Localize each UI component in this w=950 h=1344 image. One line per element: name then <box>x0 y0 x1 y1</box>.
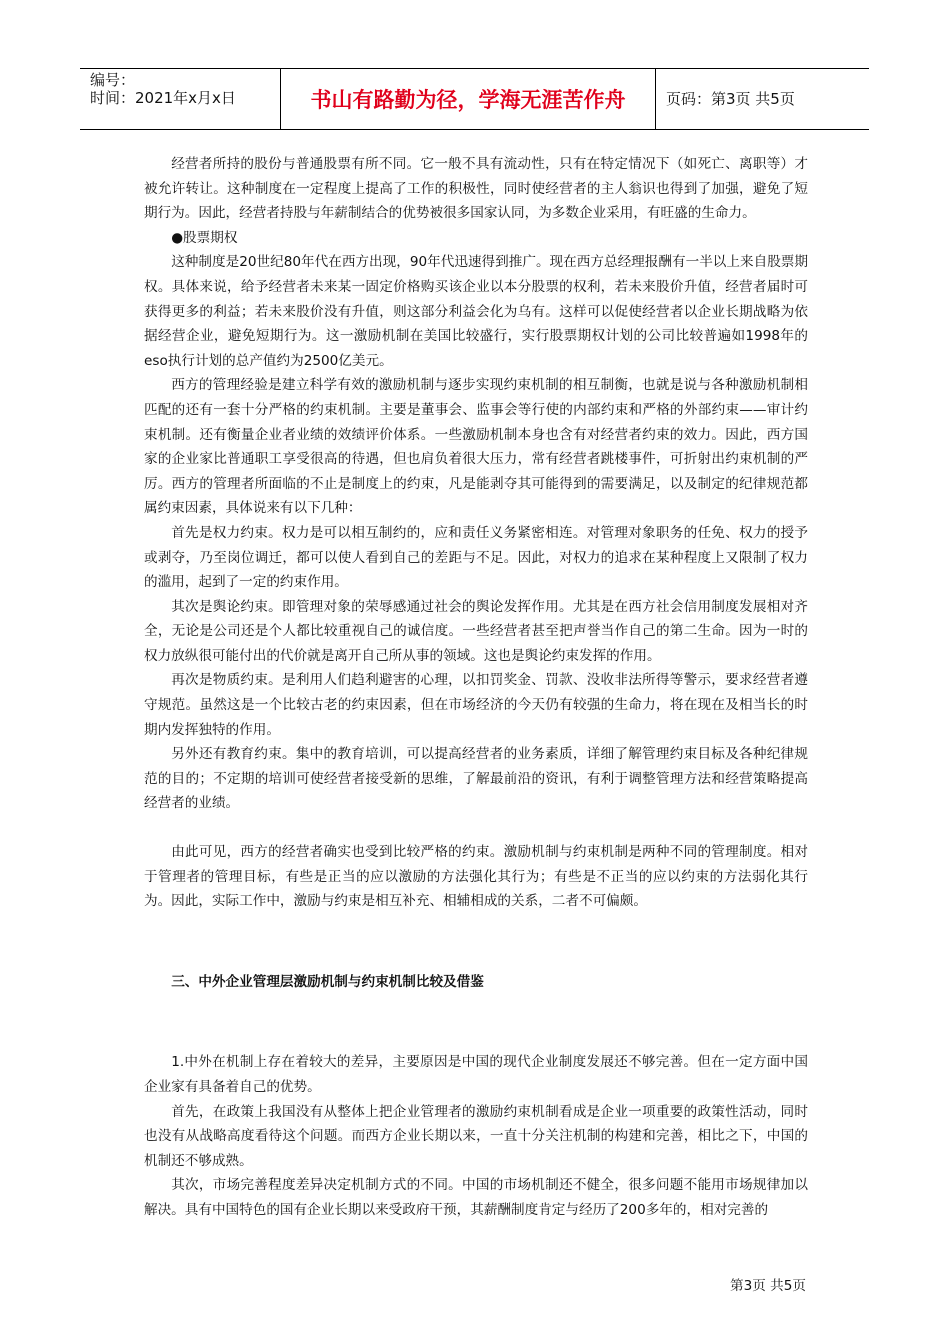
bullet-heading-stock-options: ●股票期权 <box>171 229 238 246</box>
paragraph: 这种制度是20世纪80年代在西方出现，90年代迅速得到推广。现在西方总经理报酬有一半以上来自股票期权。具体来说，给予经营者未来某一固定价格购买该企业以本分股票的权利，若未来股价升值，经营者届时可获得更多的利益；若未来股价没有升值，则这部分利益会化为乌有。这样可以促使经营者以企业长期战略为依据经营企业，避免短期行为。这一激励机制在美国比较盛行，实行股票期权计划的公司比较普遍如1998年的eso执行计划的总产值约为2500亿美元。 <box>144 254 808 369</box>
paragraph: 首先是权力约束。权力是可以相互制约的，应和责任义务紧密相连。对管理对象职务的任免、权力的授予或剥夺，乃至岗位调迁，都可以使人看到自己的差距与不足。因此，对权力的追求在某种程度上又限制了权力的滥用，起到了一定的约束作用。 <box>144 524 808 591</box>
header-motto-cell <box>280 69 656 129</box>
paragraph: 1.中外在机制上存在着较大的差异，主要原因是中国的现代企业制度发展还不够完善。但在一定方面中国企业家有具备着自己的优势。 <box>144 1054 808 1095</box>
paragraph: 由此可见，西方的经营者确实也受到比较严格的约束。激励机制与约束机制是两种不同的管理制度。相对于管理者的管理目标，有些是正当的应以激励的方法强化其行为；有些是不正当的应以约束的方法弱化其行为。因此，实际工作中，激励与约束是相互补充、相辅相成的关系，二者不可偏颇。 <box>144 844 808 910</box>
header-page-cell <box>655 69 869 129</box>
page-footer: 第3页 共5页 <box>730 1278 806 1294</box>
header-info-cell <box>80 69 280 129</box>
section-heading: 三、中外企业管理层激励机制与约束机制比较及借鉴 <box>171 973 484 990</box>
paragraph: 另外还有教育约束。集中的教育培训，可以提高经营者的业务素质，详细了解管理约束目标及各种纪律规范的目的；不定期的培训可使经营者接受新的思维，了解最前沿的资讯，有利于调整管理方法和经营策略提高经营者的业绩。 <box>144 746 808 812</box>
paragraph: 其次，市场完善程度差异决定机制方式的不同。中国的市场机制还不健全，很多问题不能用市场规律加以解决。具有中国特色的国有企业长期以来受政府干预，其薪酬制度肯定与经历了200多年的，相对完善的 <box>144 1177 808 1218</box>
document-body <box>144 152 808 1223</box>
spacer <box>144 816 808 840</box>
document-number-label: 编号： <box>90 71 136 89</box>
paragraph: 再次是物质约束。是利用人们趋利避害的心理，以扣罚奖金、罚款、没收非法所得等警示，要求经营者遵守规范。虽然这是一个比较古老的约束因素，但在市场经济的今天仍有较强的生命力，将在现在及相当长的时期内发挥独特的作用。 <box>144 672 808 738</box>
paragraph: 其次是舆论约束。即管理对象的荣辱感通过社会的舆论发挥作用。尤其是在西方社会信用制度发展相对齐全，无论是公司还是个人都比较重视自己的诚信度。一些经营者甚至把声誉当作自己的第二生命。因为一时的权力放纵很可能付出的代价就是离开自己所从事的领域。这也是舆论约束发挥的作用。 <box>144 598 808 664</box>
paragraph: 经营者所持的股份与普通股票有所不同。它一般不具有流动性，只有在特定情况下（如死亡、离职等）才被允许转让。这种制度在一定程度上提高了工作的积极性，同时使经营者的主人翁识也得到了加强，避免了短期行为。因此，经营者持股与年薪制结合的优势被很多国家认同，为多数企业采用，有旺盛的生命力。 <box>144 156 808 222</box>
spacer <box>144 914 808 970</box>
header-page-code: 页码：第3页 共5页 <box>666 90 795 108</box>
document-time-label: 时间：2021年x月x日 <box>90 89 236 107</box>
paragraph: 西方的管理经验是建立科学有效的激励机制与逐步实现约束机制的相互制衡，也就是说与各种激励机制相匹配的还有一套十分严格的约束机制。主要是董事会、监事会等行使的内部约束和严格的外部约束——审计约束机制。还有衡量企业者业绩的效绩评价体系。一些激励机制本身也含有对经营者约束的效力。因此，西方国家的企业家比普通职工享受很高的待遇，但也肩负着很大压力，常有经营者跳楼事件，可折射出约束机制的严厉。西方的管理者所面临的不止是制度上的约束，凡是能剥夺其可能得到的需要满足，以及制定的纪律规范都属约束因素，具体说来有以下几种： <box>144 377 808 517</box>
spacer <box>144 994 808 1050</box>
page-header <box>80 68 869 130</box>
header-motto: 书山有路勤为径，学海无涯苦作舟 <box>310 88 626 112</box>
paragraph: 首先，在政策上我国没有从整体上把企业管理者的激励约束机制看成是企业一项重要的政策性活动，同时也没有从战略高度看待这个问题。而西方企业长期以来，一直十分关注机制的构建和完善，相比之下，中国的机制还不够成熟。 <box>144 1103 808 1169</box>
